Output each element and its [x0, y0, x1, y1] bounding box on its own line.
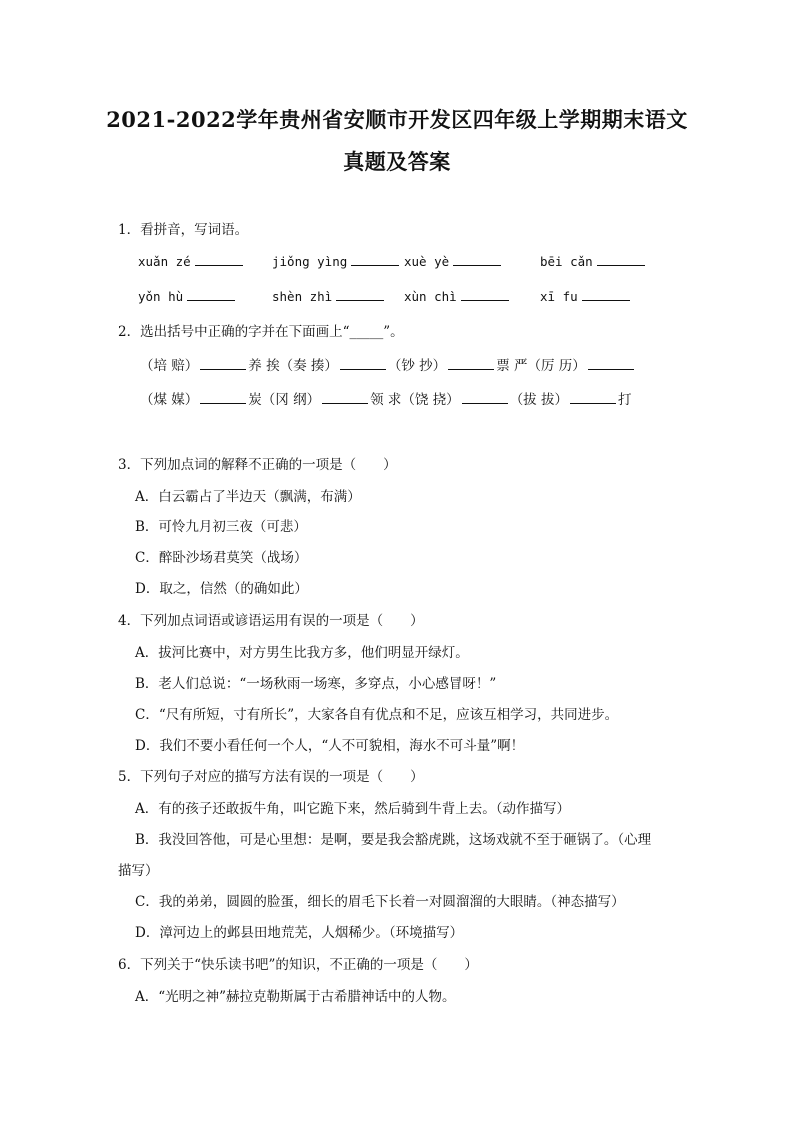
- char-choice: 打: [617, 392, 632, 408]
- answer-blank: [588, 357, 634, 370]
- char-choice: （钞 抄）: [387, 358, 447, 374]
- option-c: C．醉卧沙场君莫笑（战场）: [135, 550, 308, 566]
- pinyin-item: [540, 253, 645, 269]
- option-b-continued: 描写）: [118, 863, 159, 879]
- char-choice: 票 严（厉 历）: [496, 358, 586, 374]
- answer-blank: [582, 288, 630, 301]
- char-choice: （煤 媒）: [140, 392, 199, 408]
- option-d: D．我们不要小看任何一个人，“人不可貌相，海水不可斗量”啊！: [135, 738, 525, 754]
- pinyin-item: [404, 288, 509, 304]
- pinyin-item: [540, 288, 630, 304]
- page-title-line-1: 2021-2022学年贵州省安顺市开发区四年级上学期期末语文: [106, 107, 688, 132]
- pinyin-item: [404, 253, 501, 269]
- question-4-stem: 4．下列加点词语或谚语运用有误的一项是（ ）: [118, 613, 424, 629]
- answer-blank: [597, 253, 645, 266]
- pinyin-text: jiǒng yìng: [272, 254, 348, 269]
- pinyin-text: yǒn hù: [138, 289, 184, 304]
- option-a: A．拔河比赛中，对方男生比我方多，他们明显开绿灯。: [135, 645, 469, 661]
- answer-blank: [351, 253, 399, 266]
- pinyin-item: [272, 288, 384, 304]
- pinyin-text: xùn chì: [404, 289, 457, 304]
- option-a: A．白云霸占了半边天（飘满，布满）: [135, 489, 361, 505]
- char-choice-row-1: [140, 354, 636, 374]
- answer-blank: [200, 391, 246, 404]
- answer-blank: [570, 391, 616, 404]
- question-2-stem: 2．选出括号中正确的字并在下面画上“_____”。: [118, 324, 404, 340]
- pinyin-text: xuè yè: [404, 254, 450, 269]
- answer-blank: [336, 288, 384, 301]
- option-b: B．可怜九月初三夜（可悲）: [135, 519, 307, 535]
- char-choice: （培 赔）: [140, 358, 199, 374]
- pinyin-text: shèn zhì: [272, 289, 333, 304]
- answer-blank: [462, 391, 508, 404]
- answer-blank: [461, 288, 509, 301]
- char-choice: （拔 拔）: [509, 392, 568, 408]
- char-choice-row-2: [140, 388, 631, 408]
- question-6-stem: 6．下列关于“快乐读书吧”的知识，不正确的一项是（ ）: [118, 957, 478, 973]
- char-choice: 炭（冈 纲）: [248, 392, 321, 408]
- pinyin-text: xī fu: [540, 289, 578, 304]
- option-b: B．我没回答他，可是心里想：是啊，要是我会豁虎跳，这场戏就不至于砸锅了。（心理: [135, 832, 652, 848]
- char-choice: 领 求（饶 挠）: [370, 392, 460, 408]
- answer-blank: [322, 391, 368, 404]
- option-a: A．有的孩子还敢扳牛角，叫它跪下来，然后骑到牛背上去。（动作描写）: [135, 801, 570, 817]
- option-d: D．漳河边上的邺县田地荒芜，人烟稀少。（环境描写）: [135, 925, 464, 941]
- answer-blank: [200, 357, 246, 370]
- answer-blank: [340, 357, 386, 370]
- option-c: C．我的弟弟，圆圆的脸蛋，细长的眉毛下长着一对圆溜溜的大眼睛。（神态描写）: [135, 894, 625, 910]
- question-3-stem: 3．下列加点词的解释不正确的一项是（ ）: [118, 457, 397, 473]
- pinyin-item: [138, 288, 235, 304]
- option-a: A．“光明之神”赫拉克勒斯属于古希腊神话中的人物。: [135, 989, 456, 1005]
- answer-blank: [453, 253, 501, 266]
- pinyin-text: bēi cǎn: [540, 254, 593, 269]
- question-5-stem: 5．下列句子对应的描写方法有误的一项是（ ）: [118, 769, 424, 785]
- pinyin-item: [138, 253, 243, 269]
- question-1-stem: 1．看拼音，写词语。: [118, 222, 249, 238]
- option-c: C．“尺有所短，寸有所长”，大家各自有优点和不足，应该互相学习，共同进步。: [135, 707, 619, 723]
- answer-blank: [195, 253, 243, 266]
- char-choice: 养 挨（奏 揍）: [248, 358, 338, 374]
- option-b: B．老人们总说：“一场秋雨一场寒，多穿点，小心感冒呀！”: [135, 676, 497, 692]
- pinyin-item: [272, 253, 399, 269]
- answer-blank: [448, 357, 494, 370]
- answer-blank: [187, 288, 235, 301]
- pinyin-text: xuǎn zé: [138, 254, 191, 269]
- option-d: D．取之，信然（的确如此）: [135, 581, 308, 597]
- page-title-line-2: 真题及答案: [343, 149, 451, 174]
